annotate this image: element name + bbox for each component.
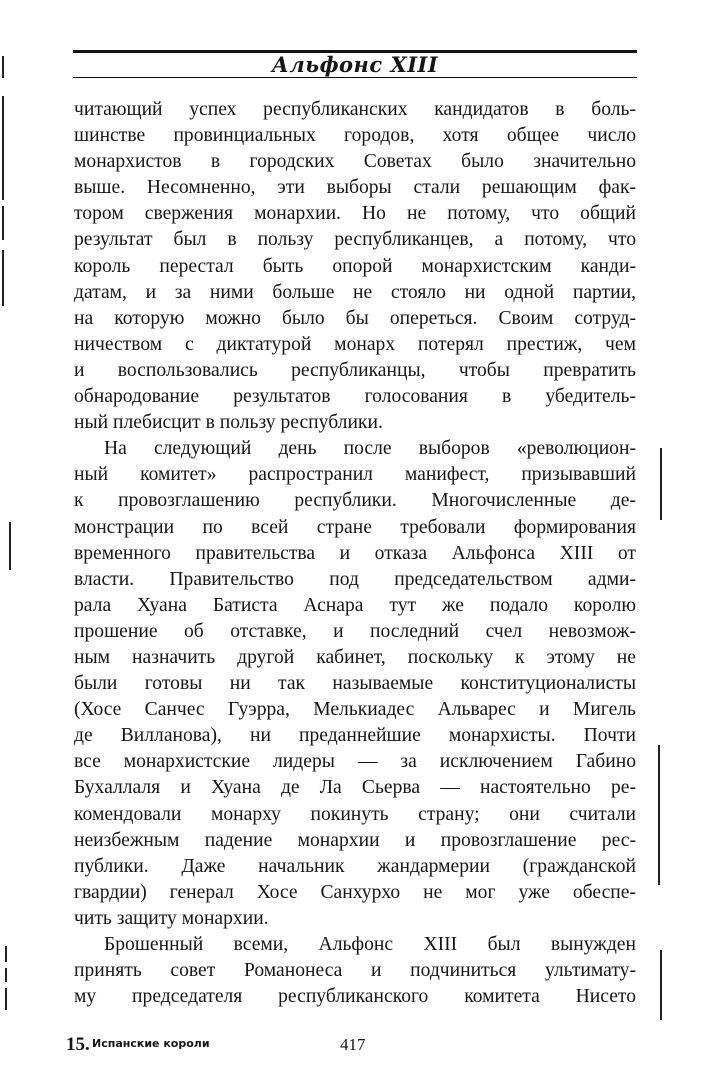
- scan-mark-left-mid-b: [2, 250, 4, 306]
- scan-mark-left-bottom-a: [5, 946, 7, 962]
- scan-mark-left-top: [2, 56, 4, 78]
- text-line: ный комитет» распространил манифест, призывавший: [74, 464, 636, 486]
- text-line: ный плебисцит в пользу республики.: [74, 412, 383, 434]
- scan-mark-right-bottom: [660, 950, 662, 1020]
- running-header: [73, 50, 637, 80]
- text-line: власти. Правительство под председательством адми-: [74, 568, 636, 590]
- text-line: читающий успех республиканских кандидатов в боль-: [74, 99, 636, 120]
- scan-mark-left-bottom-c: [5, 988, 7, 1010]
- text-line: Бухаллаля и Хуана де Ла Сьерва — настоятельно ре-: [74, 777, 636, 799]
- running-head-title: Альфонс XIII: [271, 52, 439, 77]
- scan-mark-left-bottom-b: [5, 968, 7, 982]
- page-footer: [66, 1034, 636, 1060]
- text-line: король перестал быть опорой монархистским канди-: [74, 255, 636, 277]
- text-line: неизбежным падение монархии и провозглашение рес-: [74, 829, 636, 851]
- text-line: шинстве провинциальных городов, хотя общее число: [74, 125, 636, 147]
- text-line: датам, и за ними больше не стояло ни одной партии,: [74, 281, 636, 303]
- header-rule-bottom: [73, 77, 637, 78]
- text-line: публики. Даже начальник жандармерии (гражданской: [74, 855, 636, 877]
- scan-mark-right-middle: [658, 745, 660, 885]
- text-line: де Вилланова), ни преданнейшие монархисты. Почти: [74, 725, 636, 747]
- signature-number: 15.: [66, 1034, 90, 1055]
- text-line: обнародование результатов голосования в убедитель-: [74, 386, 636, 408]
- text-line: тором свержения монархии. Но не потому, что общий: [74, 203, 636, 225]
- text-line: на которую можно было бы опереться. Своим сотруд-: [74, 307, 636, 329]
- text-line: временного правительства и отказа Альфонса XIII от: [74, 542, 636, 564]
- text-line: результат был в пользу республиканцев, а потому, что: [74, 229, 636, 251]
- paragraph-3: [74, 932, 636, 1010]
- text-line: к провозглашению республики. Многочисленные де-: [74, 490, 636, 512]
- text-line: ничеством с диктатурой монарх потерял престиж, чем: [74, 333, 636, 355]
- text-line: гвардии) генерал Хосе Санхурхо не мог уже обеспе-: [74, 881, 636, 903]
- text-line: чить защиту монархии.: [74, 907, 269, 929]
- text-line: рала Хуана Батиста Аснара тут же подало королю: [74, 594, 636, 616]
- text-line: Брошенный всеми, Альфонс XIII был вынужден: [104, 934, 636, 955]
- text-line: принять совет Романонеса и подчиниться ультимату-: [74, 960, 636, 982]
- text-line: монархистов в городских Советах было значительно: [74, 151, 636, 173]
- body-text: [74, 97, 636, 1010]
- text-line: На следующий день после выборов «революцион-: [104, 438, 636, 460]
- text-line: комендовали монарху покинуть страну; они считали: [74, 803, 636, 825]
- paragraph-1: [74, 97, 636, 436]
- scan-mark-right-upper: [660, 448, 662, 520]
- text-line: все монархистские лидеры — за исключением Габино: [74, 751, 636, 773]
- text-line: ным назначить другой кабинет, поскольку к этому не: [74, 646, 636, 668]
- page-number: 417: [340, 1035, 366, 1054]
- text-line: монстрации по всей стране требовали формирования: [74, 516, 636, 538]
- scan-mark-left-mid-a: [2, 206, 4, 240]
- scan-mark-left-lower: [9, 522, 11, 570]
- signature-title: Испанские короли: [92, 1037, 210, 1050]
- text-line: были готовы ни так называемые конституционалисты: [74, 673, 636, 695]
- text-line: выше. Несомненно, эти выборы стали решающим фак-: [74, 177, 636, 199]
- paragraph-2: [74, 436, 636, 932]
- text-line: му председателя республиканского комитета Нисето: [74, 986, 636, 1008]
- text-line: и воспользовались республиканцы, чтобы превратить: [74, 359, 636, 381]
- text-line: прошение об отставке, и последний счел невозмож-: [74, 620, 636, 642]
- text-line: (Хосе Санчес Гуэрра, Мелькиадес Альварес и Мигель: [74, 699, 636, 721]
- scan-mark-left-upper: [2, 96, 4, 200]
